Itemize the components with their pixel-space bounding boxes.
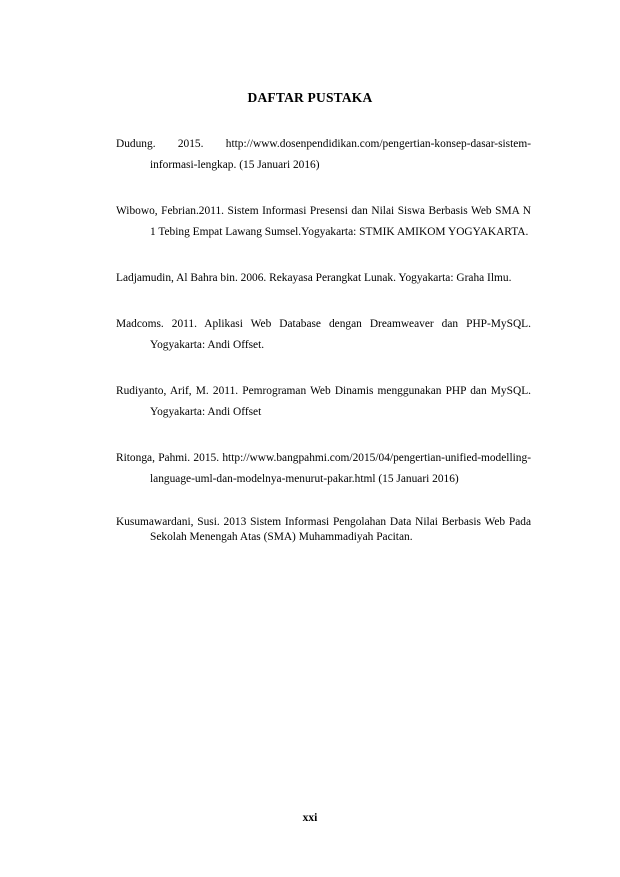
reference-list — [116, 134, 531, 570]
reference-entry: Ritonga, Pahmi. 2015. http://www.bangpahmi.com/2015/04/pengertian-unified-modelling-language-uml-dan-modelnya-menurut-pakar.html (15 Januari 2016) — [116, 452, 531, 485]
page-title: DAFTAR PUSTAKA — [247, 90, 373, 105]
page-number: xxi — [302, 812, 318, 824]
reference-entry: Rudiyanto, Arif, M. 2011. Pemrograman Web Dinamis menggunakan PHP dan MySQL. Yogyakarta: Andi Offset — [116, 385, 531, 418]
reference-entry: Ladjamudin, Al Bahra bin. 2006. Rekayasa Perangkat Lunak. Yogyakarta: Graha Ilmu. — [116, 272, 512, 284]
reference-entry: Kusumawardani, Susi. 2013 Sistem Informasi Pengolahan Data Nilai Berbasis Web Pada Sekolah Menengah Atas (SMA) Muhammadiyah Pacitan. — [116, 516, 531, 543]
reference-entry: Madcoms. 2011. Aplikasi Web Database dengan Dreamweaver dan PHP-MySQL. Yogyakarta: Andi Offset. — [116, 318, 531, 351]
reference-entry: Wibowo, Febrian.2011. Sistem Informasi Presensi dan Nilai Siswa Berbasis Web SMA N 1 Tebing Empat Lawang Sumsel.Yogyakarta: STMIK AMIKOM YOGYAKARTA. — [116, 205, 531, 238]
reference-entry: Dudung. 2015. http://www.dosenpendidikan.com/pengertian-konsep-dasar-sistem-informasi-lengkap. (15 Januari 2016) — [116, 138, 531, 171]
